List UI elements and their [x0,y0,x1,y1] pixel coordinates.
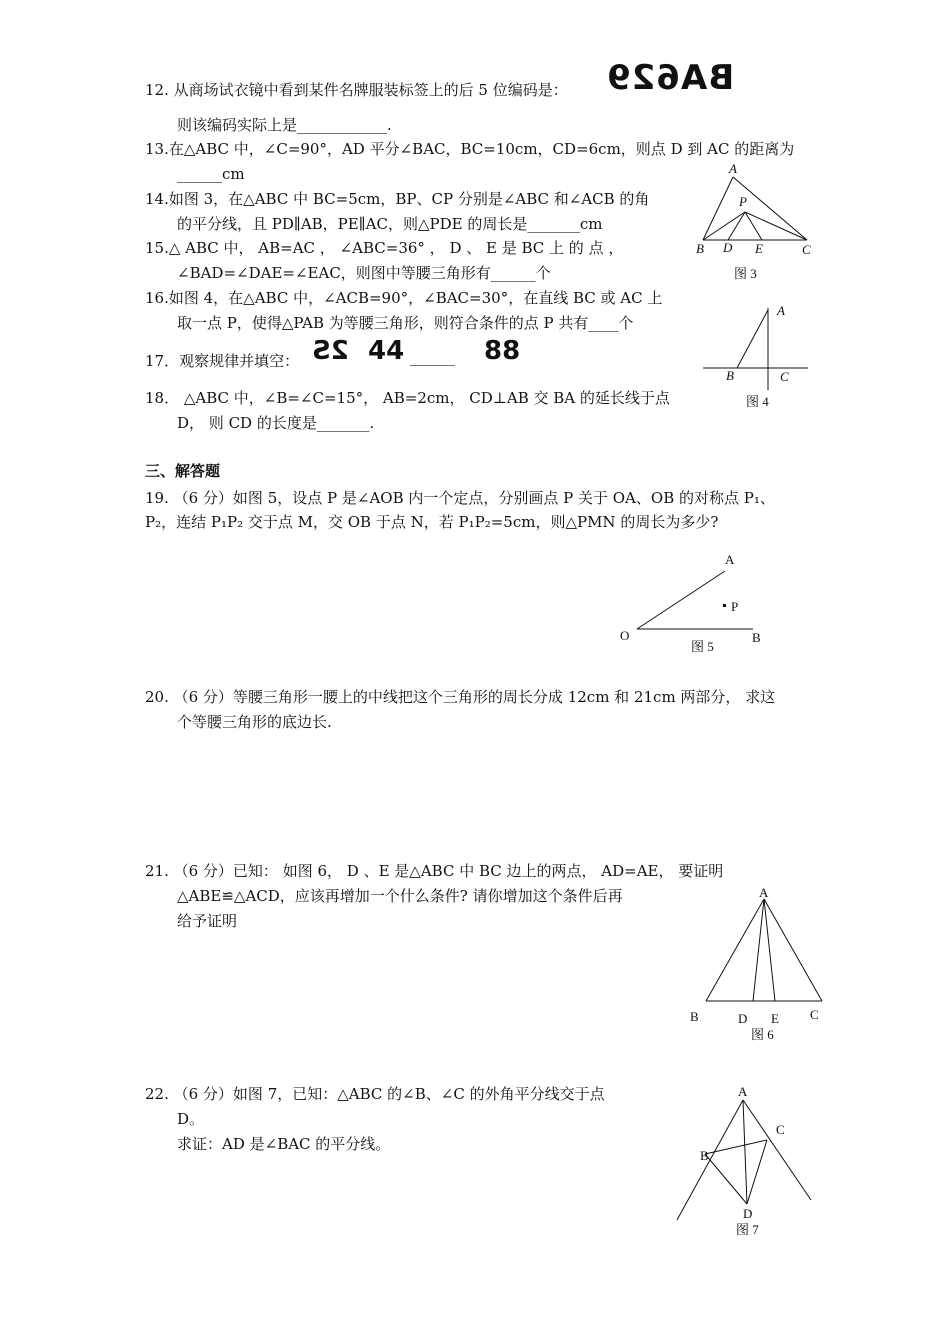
q17-seq3: 88 [484,336,521,366]
fig3-label-e: E [755,241,763,256]
fig3-label-a: A [729,161,737,176]
q12-line2: 则该编码实际上是____________. [177,116,392,134]
section-title: 三、解答题 [145,462,221,480]
q17-seq2: 44 [368,336,405,366]
fig3-label-d: D [723,240,733,255]
fig7-caption: 图 7 [736,1222,759,1237]
fig4-label-b: B [726,368,734,383]
fig7-label-d: D [743,1206,753,1221]
q18-line2: D， 则 CD 的长度是_______. [177,414,375,432]
q21-line1: 21. （6 分）已知： 如图 6， D 、E 是△ABC 中 BC 边上的两点， AD=AE， 要证明 [145,862,724,880]
figure-6 [685,885,835,1050]
q21-line2: △ABE≌△ACD，应该再增加一个什么条件? 请你增加这个条件后再 [177,887,623,905]
fig3-label-b: B [696,241,704,256]
q13-line1: 13.在△ABC 中，∠C=90°，AD 平分∠BAC，BC=10cm，CD=6cm，则点 D 到 AC 的距离为 [145,140,795,158]
q13-line2: ______cm [177,165,245,183]
q17-seq1: 2S [312,336,349,366]
q20-line1: 20. （6 分）等腰三角形一腰上的中线把这个三角形的周长分成 12cm 和 21cm 两部分， 求这 [145,688,776,706]
q20-line2: 个等腰三角形的底边长. [177,713,332,731]
fig6-label-b: B [690,1009,699,1024]
q15-line1: 15.△ ABC 中， AB=AC ， ∠ABC=36° ， D 、 E 是 BC 上 的 点 ， [145,239,624,257]
fig3-label-p: P [739,194,747,209]
fig5-caption: 图 5 [691,639,714,654]
q12-mirror-code: BA629 [606,58,735,98]
fig6-label-e: E [771,1011,779,1026]
q17-blank: ______ [410,348,455,366]
fig5-label-p: P [731,599,739,614]
q16-line2: 取一点 P，使得△PAB 为等腰三角形，则符合条件的点 P 共有____个 [177,314,634,332]
fig4-label-a: A [777,303,785,318]
fig6-label-d: D [738,1011,748,1026]
q18-line1: 18． △ABC 中，∠B=∠C=15°， AB=2cm， CD⊥AB 交 BA 的延长线于点 [145,389,670,407]
q21-line3: 给予证明 [177,912,238,930]
fig3-label-c: C [802,242,811,257]
fig7-label-a: A [738,1084,748,1099]
figure-4 [700,298,810,413]
fig5-label-a: A [725,552,735,567]
figure-7 [672,1080,822,1240]
fig6-label-a: A [759,885,769,900]
fig6-caption: 图 6 [751,1027,774,1042]
q19-line2: P₂，连结 P₁P₂ 交于点 M，交 OB 于点 N，若 P₁P₂=5cm，则△PMN 的周长为多少? [145,513,719,531]
q16-line1: 16.如图 4，在△ABC 中，∠ACB=90°，∠BAC=30°，在直线 BC 或 AC 上 [145,289,663,307]
q22-line2: D。 [177,1110,205,1128]
fig5-label-b: B [752,630,761,645]
q14-line2: 的平分线，且 PD∥AB，PE∥AC，则△PDE 的周长是_______cm [177,215,603,233]
q14-line1: 14.如图 3，在△ABC 中 BC=5cm，BP、CP 分别是∠ABC 和∠ACB 的角 [145,190,650,208]
fig4-caption: 图 4 [746,394,769,409]
q19-line1: 19. （6 分）如图 5，设点 P 是∠AOB 内一个定点，分别画点 P 关于 OA、OB 的对称点 P₁、 [145,489,775,507]
fig4-label-c: C [780,369,789,384]
q17-text: 17．观察规律并填空： [145,352,300,370]
fig6-label-c: C [810,1007,819,1022]
figure-5 [615,550,775,660]
fig7-label-b: B [700,1148,709,1163]
fig3-caption: 图 3 [734,266,757,281]
q22-line1: 22. （6 分）如图 7，已知：△ABC 的∠B、∠C 的外角平分线交于点 [145,1085,605,1103]
q15-line2: ∠BAD=∠DAE=∠EAC，则图中等腰三角形有______个 [177,264,551,282]
q12-text: 12. 从商场试衣镜中看到某件名牌服装标签上的后 5 位编码是： [145,81,568,99]
q22-line3: 求证：AD 是∠BAC 的平分线。 [177,1135,391,1153]
fig5-label-o: O [620,628,630,643]
figure-3 [690,160,820,285]
fig7-label-c: C [776,1122,785,1137]
